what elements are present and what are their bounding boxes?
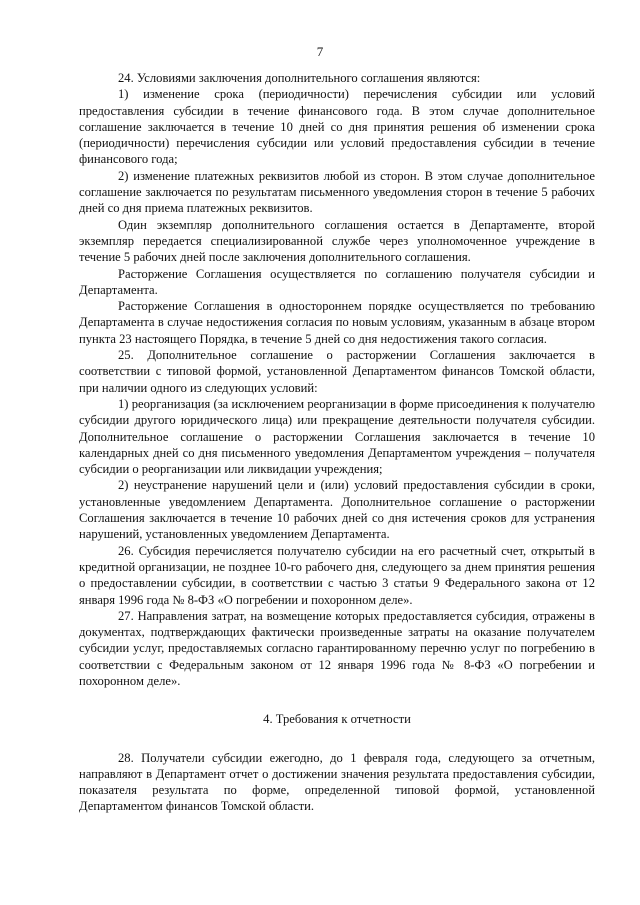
paragraph-24-intro: 24. Условиями заключения дополнительного соглашения являются: bbox=[118, 71, 481, 85]
section-heading: 4. Требования к отчетности bbox=[263, 712, 411, 727]
paragraph-unilateral-termination: Расторжение Соглашения в одностороннем порядке осуществляется по требованию Департамента в случае недостижения согласия по новым условиям, указанным в абзаце втором пункта 23 настоящего Порядка, в течение 5 дней со дня недостижения такого согласия. bbox=[79, 299, 595, 346]
page-number: 7 bbox=[316, 44, 324, 59]
paragraph-termination-by-agreement: Расторжение Соглашения осуществляется по соглашению получателя субсидии и Департамента. bbox=[79, 266, 595, 297]
paragraph-27: 27. Направления затрат, на возмещение которых предоставляется субсидия, отражены в документах, подтверждающих фактически произведенные затраты на оказание получателем субсидии услуг, предоставляемых согласно гарантированному перечню услуг по погребению в соответствии с Федеральным законом от 12 января 1996 года № 8-ФЗ «О погребении и похоронном деле». bbox=[79, 608, 595, 688]
paragraph-28: 28. Получатели субсидии ежегодно, до 1 февраля года, следующего за отчетным, направляют в Департамент отчет о достижении значения результата предоставления субсидии, показателя результата по форме, определенной типовой формой, установленной Департаментом финансов Томской области. bbox=[79, 750, 595, 814]
paragraph-25-item-1: 1) реорганизация (за исключением реорганизации в форме присоединения к получателю субсидии другого юридического лица) или прекращение деятельности получателя субсидии. Дополнительное соглашение о расторжении Соглашения заключается в течение 10 календарных дней со дня письменного уведомления Департаментом учреждения – получателя субсидии о реорганизации или ликвидации учреждения; bbox=[79, 396, 595, 477]
paragraph-copy-distribution: Один экземпляр дополнительного соглашения остается в Департаменте, второй экземпляр передается специализированной службе через уполномоченное учреждение в течение 5 рабочих дней после заключения дополнительного соглашения. bbox=[79, 217, 595, 265]
paragraph-24-item-1: 1) изменение срока (периодичности) перечисления субсидии или условий предоставления субсидии в течение финансового года. В этом случае дополнительное соглашение заключается в течение 10 дней со дня принятия решения об изменении срока (периодичности) перечисления субсидии или условий предоставления субсидии в течение финансового года; bbox=[79, 87, 595, 167]
paragraph-25-item-2: 2) неустранение нарушений цели и (или) условий предоставления субсидии в сроки, установленные уведомлением Департамента. Дополнительное соглашение о расторжении Соглашения заключается в течение 10 рабочих дней со дня истечения сроков для устранения нарушений, установленных уведомлением Департамента. bbox=[79, 478, 595, 542]
paragraph-25-intro: 25. Дополнительное соглашение о расторжении Соглашения заключается в соответствии с типовой формой, установленной Департаментом финансов Томской области, при наличии одного из следующих условий: bbox=[79, 348, 595, 395]
paragraph-26: 26. Субсидия перечисляется получателю субсидии на его расчетный счет, открытый в кредитной организации, не позднее 10-го рабочего дня, следующего за днем принятия решения о предоставлении субсидии, в соответствии с частью 3 статьи 9 Федерального закона от 12 января 1996 года № 8-ФЗ «О погребении и похоронном деле». bbox=[79, 543, 595, 607]
document-body bbox=[79, 70, 595, 815]
paragraph-24-item-2: 2) изменение платежных реквизитов любой из сторон. В этом случае дополнительное соглашение заключается по результатам письменного уведомления сторон в течение 5 рабочих дней со дня приема платежных реквизитов. bbox=[79, 168, 595, 216]
